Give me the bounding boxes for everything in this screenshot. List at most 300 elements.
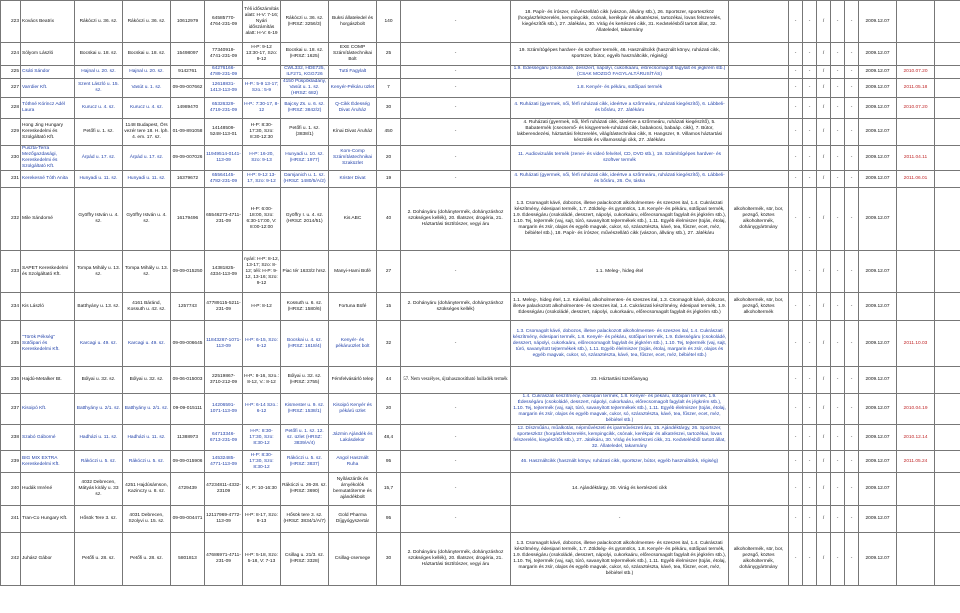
cell-excise-goods [729, 473, 789, 506]
cell-flag-1: - [789, 43, 803, 66]
cell-flag-2: - [803, 367, 817, 394]
cell-date-registered: 2009.12.07 [859, 506, 897, 533]
cell-addr1: Petőfi u. 1. sz. [75, 119, 123, 146]
cell-excise-goods [729, 171, 789, 188]
cell-shop-address: Kossuth u. 6. sz. (HRSZ: 1580/6) [281, 293, 329, 321]
cell-goods: 1.8. Kenyér- és pékáru, sütőipari termék [511, 79, 729, 98]
cell-flag-1: - [789, 146, 803, 171]
cell-num: 225 [1, 66, 21, 79]
cell-blank [935, 367, 960, 394]
cell-goods: 11. Audiovizuális termék (zenei- és videó felvétel, CD, DVD stb.), 19. Számítógépes hardver- és szoftver termék [511, 146, 729, 171]
cell-regno: 09-06-015003 [171, 367, 205, 394]
cell-shop-name: Buksi állateledel és horgászbolt [329, 1, 377, 43]
cell-flag-5: - [845, 367, 859, 394]
cell-addr2: Bólyai u. 32. sz. [123, 367, 171, 394]
cell-hours: H-P: 5-18, Szo: 5-18, V: 7-13 [243, 533, 281, 586]
cell-blank [935, 66, 960, 79]
cell-goods: 1.1. Meleg-, hideg étel, 1.2. Kávéital, alkoholmentes- és szeszes ital, 1.3. Csomagolt kávé, dobozos, illetve palackozott alkoholmentes- és szeszes ital, 1.4. Cukrászati készítmény, édesipari termék, 1.9. Édességáru (csokoládé, desszert, nápolyi, cukorkaáru, előrecsomagolt fagylalt és jégkrém stb.) [511, 293, 729, 321]
cell-flag-2: - [803, 171, 817, 188]
cell-flag-2: - [803, 321, 817, 367]
cell-blank [935, 473, 960, 506]
cell-name: Szabó Gáborné [21, 425, 75, 451]
cell-ancillary-goods: - [401, 43, 511, 66]
table-row [1, 506, 960, 533]
cell-num: 230 [1, 146, 21, 171]
cell-flag-5: - [845, 188, 859, 251]
cell-goods: - [511, 506, 729, 533]
cell-date-closed: 2011.05.24 [897, 451, 935, 473]
cell-excise-goods [729, 451, 789, 473]
cell-excise-goods: alkoholtermék, sör, bor, pezsgő, köztes alkoholtermék, dohánygyártmány [729, 533, 789, 586]
cell-blank [935, 79, 960, 98]
cell-flag-4: - [831, 473, 845, 506]
cell-name: Hong Jing Hungary Kereskedelmi és Szolgáltató Kft. [21, 119, 75, 146]
cell-date-closed [897, 367, 935, 394]
cell-date-closed: 2010.12.14 [897, 425, 935, 451]
cell-blank [935, 1, 960, 43]
cell-flag-5: - [845, 171, 859, 188]
cell-tax: 14206591-1071-113-09 [205, 394, 243, 425]
cell-tax: 22519867-3710-212-09 [205, 367, 243, 394]
cell-tax: 65546273-4711-231-09 [205, 188, 243, 251]
cell-flag-1: - [789, 119, 803, 146]
cell-ancillary-goods: - [401, 425, 511, 451]
cell-flag-4: - [831, 533, 845, 586]
cell-flag-4: - [831, 321, 845, 367]
cell-num: 237 [1, 394, 21, 425]
cell-date-closed [897, 293, 935, 321]
cell-hours: H-P: 8-17, Szo: 8-13 [243, 506, 281, 533]
cell-hours: H-P.: 7:30-17, 8-12 [243, 98, 281, 119]
cell-flag-2: - [803, 394, 817, 425]
cell-goods: 46. Használtcikk (használt könyv, ruházati cikk, sportszer, bútor, egyéb használtcikk, régiség) [511, 451, 729, 473]
cell-addr1: Hajnal u. 20. sz. [75, 66, 123, 79]
cell-hours: H-P.: 8-16, Szo.: 8-12, V.: 8-12 [243, 367, 281, 394]
cell-num: 231 [1, 171, 21, 188]
cell-flag-4: - [831, 171, 845, 188]
cell-shop-address: Rákóczi u. 36. sz. (HRSZ: 3256/3) [281, 1, 329, 43]
cell-name: SAPET Kereskedelmi és Szolgáltató Kft. [21, 251, 75, 293]
cell-excise-goods: alkoholtermék, sör, bor, pezsgő, köztes alkoholtermék, dohánygyártmány [729, 188, 789, 251]
cell-date-closed [897, 251, 935, 293]
cell-flag-3: / [817, 146, 831, 171]
cell-ancillary-goods: - [401, 506, 511, 533]
cell-hours: H-P: 6:00-18:00, Szo: 6:30-17:00, V: 8:00-12:00 [243, 188, 281, 251]
cell-tax: 77340919-4741-231-09 [205, 43, 243, 66]
table-row [1, 66, 960, 79]
cell-flag-2: - [803, 188, 817, 251]
cell-hours [243, 66, 281, 79]
cell-flag-1: - [789, 79, 803, 98]
cell-date-closed [897, 506, 935, 533]
cell-flag-2: - [803, 473, 817, 506]
cell-flag-3: / [817, 119, 831, 146]
cell-addr2: 4031 Debrecen, Szolyvi u. 15. sz. [123, 506, 171, 533]
cell-flag-5: - [845, 79, 859, 98]
cell-flag-5: - [845, 293, 859, 321]
cell-flag-3: / [817, 66, 831, 79]
cell-flag-5: - [845, 506, 859, 533]
cell-hours: H-P: 8:30-17:30, Szo: 8:30-12 [243, 451, 281, 473]
cell-date-closed [897, 43, 935, 66]
cell-flag-3: / [817, 473, 831, 506]
cell-flag-5: - [845, 1, 859, 43]
cell-regno: 4729439 [171, 473, 205, 506]
cell-addr2: Karcagi u. 49. sz. [123, 321, 171, 367]
cell-num: 235 [1, 321, 21, 367]
cell-shop-name: Angol Használt Ruha [329, 451, 377, 473]
cell-blank [935, 425, 960, 451]
cell-area: 40 [377, 188, 401, 251]
cell-date-registered: 2009.12.07 [859, 43, 897, 66]
cell-flag-5: - [845, 251, 859, 293]
cell-ancillary-goods: - [401, 321, 511, 367]
cell-shop-name: Q-Cikk Édesség Divat Áruház [329, 98, 377, 119]
cell-area: 140 [377, 1, 401, 43]
cell-shop-address: Bocskai u. 4. sz. (HRSZ: 1618/4) [281, 321, 329, 367]
cell-regno: 10612979 [171, 1, 205, 43]
table-row [1, 321, 960, 367]
cell-flag-5: - [845, 66, 859, 79]
cell-tax: 12618831-1413-113-09 [205, 79, 243, 98]
cell-flag-5: - [845, 451, 859, 473]
cell-date-closed: 2011.06.01 [897, 171, 935, 188]
cell-shop-name: Kisoipó Kenyér és pékárú üzlet [329, 394, 377, 425]
cell-flag-2: - [803, 146, 817, 171]
cell-regno: 09-09-007662 [171, 79, 205, 98]
cell-excise-goods: alkoholtermék, sör, bor, pezsgő, köztes alkoholtermék [729, 293, 789, 321]
cell-goods: 4. Ruházati (gyermek, női, férfi ruházati cikk, ideértve a szőrmeáru, ruházati kiegészítő), 5. Babatermék (csecsemő- és kisgyermek-ruházati cikk, babakocsi, babaáp. cikk), 7. Bútor, lakberendezési, háztartási felszerelés, világítástechnikai cikk, 8. Hangszer, 9. Villamos háztartási készülék és villamossági cikk, 27. Játékáru [511, 119, 729, 146]
cell-name: Varrdier Kft. [21, 79, 75, 98]
cell-addr2: Vasút u. 1. sz. [123, 79, 171, 98]
cell-addr2: Árpád u. 17. sz. [123, 146, 171, 171]
cell-date-registered: 2009.12.07 [859, 98, 897, 119]
cell-flag-4: - [831, 188, 845, 251]
cell-shop-address: Bólyai u. 32. sz. (HRSZ: 2755) [281, 367, 329, 394]
cell-tax: 14532485-4771-113-09 [205, 451, 243, 473]
cell-date-registered: 2009.12.07 [859, 119, 897, 146]
cell-flag-1: - [789, 506, 803, 533]
cell-hours: H-P: 6-14 Szo.: 6-12 [243, 394, 281, 425]
cell-flag-3: / [817, 506, 831, 533]
cell-addr2: 1148 Budapest, Örs vezér tere 18. H. lph. 4. em. 17. sz. [123, 119, 171, 146]
cell-date-registered: 2009.12.07 [859, 425, 897, 451]
cell-flag-5: - [845, 43, 859, 66]
cell-excise-goods [729, 79, 789, 98]
cell-shop-address: Petőfi u. 1. sz. 12. sz. üzlet (HRSZ: 3839/A/4) [281, 425, 329, 451]
cell-flag-3: / [817, 43, 831, 66]
cell-date-registered: 2009.12.07 [859, 66, 897, 79]
cell-flag-1: - [789, 533, 803, 586]
table-row [1, 251, 960, 293]
cell-flag-2: - [803, 293, 817, 321]
cell-addr1: Hősök Tere 3. sz. [75, 506, 123, 533]
cell-goods: 18. Papír- és írószer, művészellátó cikk (vászon, állvány stb.), 26. Sportszer, sporteszköz (horgászfelszerelés, kempingcikk, csónak, kerékpár és alkatrészei, tartozékai, lovas felszerelés, kiegészítők stb.), 27. Játékáru, 30. Virág és kertészeti cikk, 31. Kedvtelésből tartott állat, 32. Állateledel, takarmány [511, 1, 729, 43]
cell-flag-3: / [817, 79, 831, 98]
cell-flag-2: - [803, 451, 817, 473]
cell-area: 15 [377, 293, 401, 321]
cell-tax: 47686971-4711-231-09 [205, 533, 243, 586]
cell-flag-5: - [845, 146, 859, 171]
cell-hours: H-P.: 5-9 13-17; Szo.: 5-9 [243, 79, 281, 98]
cell-goods: 1.4. Cukrászati készítmény, édesipari termék, 1.8. Kenyér- és pékáru, sütőipari termék, 1.9. Édességáru (csokoládé, desszert, nápolyi, cukorkaáru, előrecsomagolt fagylalt és jégkrém stb.), 1.10. Tej, tejtermék (vaj, sajt, túró, savanyított tejtermékek stb.), 1.11. Egyéb élelmiszer (tojás, étolaj, margarin és zsír, olajos és egyéb magvak, cukor, só, száraztészta, kávé, tea, fűszer, ecet, méz, bébiétel stb.) [511, 394, 729, 425]
cell-area [377, 66, 401, 79]
cell-ancillary-goods: - [401, 66, 511, 79]
cell-name: Hajdú-Metalker Bt. [21, 367, 75, 394]
cell-flag-3: / [817, 98, 831, 119]
table-row [1, 171, 960, 188]
cell-ancillary-goods: 2. Dohányáru (dohánytermék, dohányzáshoz szükséges kellék), 20. Illatszer, drogéria, 21. Háztartási tisztítószer, vegyi áru [401, 533, 511, 586]
cell-shop-name: Kenyér-Pékáru üzlet [329, 79, 377, 98]
cell-shop-address: Kismester u. 9. sz. (HRSZ: 1538/1) [281, 394, 329, 425]
cell-shop-address: Piac tér 1633/2 hrsz. [281, 251, 329, 293]
cell-num: 234 [1, 293, 21, 321]
cell-tax: 11949514-0141-113-09 [205, 146, 243, 171]
cell-name: Kovács Beatrix [21, 1, 75, 43]
cell-date-closed: 2011.05.18 [897, 79, 935, 98]
cell-addr1: Gyöffry István u. 4. sz. [75, 188, 123, 251]
cell-flag-2: - [803, 79, 817, 98]
cell-addr2: Tompa Mihály u. 13. sz. [123, 251, 171, 293]
cell-num: 238 [1, 425, 21, 451]
cell-hours: H-P: 6-15, Szo: 6-12 [243, 321, 281, 367]
cell-goods: 1.9. Édességáru (csokoládé, desszert, nápolyi, cukorkaáru, előrecsomagolt fagylalt és jégkrém stb.) (CSAK MOZGÓ FAGYLALTÁRUSÍTÁS) [511, 66, 729, 79]
cell-hours: H-P: 8:30-17:30, Szo: 8:30-12:30 [243, 119, 281, 146]
cell-area: 20 [377, 394, 401, 425]
cell-num: 224 [1, 43, 21, 66]
cell-goods: 1.3. Csomagolt kávé, dobozos, illetve palackozott alkoholmentes- és szeszes ital, 1.4. Cukrászati készítmény, édesipari termék, 1.8. Kenyér- és pékáru, sütőipari termék, 1.9. Édességáru (csokoládé, desszert, nápolyi, cukorkaáru, előrecsomagolt fagylalt és jégkrém stb.), 1.10. Tej, tejtermék (vaj, sajt, túró, savanyított tejtermékek stb.), 1.11. Egyéb élelmiszer (tojás, étolaj, margarin és zsír, olajos és egyéb magvak, cukor, só, száraztészta, kávé, tea, fűszer, ecet, méz, bébiétel stb.) [511, 321, 729, 367]
cell-shop-name: Krister Divat [329, 171, 377, 188]
cell-addr2: Gyöffry István u. 4. sz. [123, 188, 171, 251]
cell-area: 19 [377, 171, 401, 188]
table-row [1, 79, 960, 98]
cell-tax: 14381825-4334-113-09 [205, 251, 243, 293]
cell-regno: 09-09-007026 [171, 146, 205, 171]
cell-blank [935, 293, 960, 321]
cell-shop-name: Fortuna Büfé [329, 293, 377, 321]
table-row [1, 98, 960, 119]
cell-addr2: 4161 Báránd, Kossuth u. 42. sz. [123, 293, 171, 321]
cell-flag-1: - [789, 293, 803, 321]
cell-ancillary-goods: - [401, 1, 511, 43]
cell-flag-3: / [817, 251, 831, 293]
cell-excise-goods [729, 1, 789, 43]
cell-regno: 09-09-015250 [171, 251, 205, 293]
cell-flag-2: - [803, 119, 817, 146]
cell-excise-goods [729, 425, 789, 451]
cell-date-registered: 2009.12.07 [859, 451, 897, 473]
cell-flag-3: / [817, 321, 831, 367]
cell-ancillary-goods: - [401, 251, 511, 293]
cell-flag-1: - [789, 425, 803, 451]
cell-name: Kis László [21, 293, 75, 321]
cell-shop-address: Bajcsy Zs. u. 6. sz. (HRSZ: 3842/2) [281, 98, 329, 119]
cell-flag-1: - [789, 473, 803, 506]
cell-addr1: Bocskai u. 18. sz. [75, 43, 123, 66]
cell-ancillary-goods: - [401, 119, 511, 146]
cell-area: 30 [377, 533, 401, 586]
cell-flag-3: / [817, 1, 831, 43]
cell-ancillary-goods: 2. Dohányáru (dohánytermék, dohányzáshoz szükséges kellék) [401, 293, 511, 321]
cell-ancillary-goods: - [401, 79, 511, 98]
cell-name: Juhász Gábor [21, 533, 75, 586]
cell-area: 95 [377, 451, 401, 473]
cell-date-closed: 2011.04.11 [897, 146, 935, 171]
cell-shop-address: Hunyadi u. 10. sz. (HRSZ: 1977) [281, 146, 329, 171]
cell-addr1: Szent László u. 15. sz. [75, 79, 123, 98]
cell-flag-5: - [845, 119, 859, 146]
cell-flag-3: / [817, 425, 831, 451]
cell-addr1: Batthyány u. 13. sz. [75, 293, 123, 321]
cell-area: 25 [377, 43, 401, 66]
cell-tax: 64276166-4789-231-09 [205, 66, 243, 79]
cell-addr2: Batthyány u. 2/1. sz. [123, 394, 171, 425]
cell-flag-5: - [845, 321, 859, 367]
table-row [1, 533, 960, 586]
cell-addr2: Kurucz u. 4. sz. [123, 98, 171, 119]
table-row [1, 473, 960, 506]
cell-addr1: Batthyány u. 2/1. sz. [75, 394, 123, 425]
cell-blank [935, 171, 960, 188]
cell-flag-1: - [789, 188, 803, 251]
cell-date-closed [897, 1, 935, 43]
cell-name: Tóthné Kórincz Adél Laura [21, 98, 75, 119]
cell-blank [935, 188, 960, 251]
cell-shop-name: Gold Pharma Díjgyógyszertár [329, 506, 377, 533]
table-row [1, 188, 960, 251]
cell-shop-address: Petőfi u. 1. sz. (3838/1) [281, 119, 329, 146]
cell-goods: 14. Ajándéktárgy, 30. Virág és kertészeti cikk [511, 473, 729, 506]
cell-flag-3: / [817, 188, 831, 251]
cell-regno: 01-09-891058 [171, 119, 205, 146]
cell-shop-name: Fémfelvásárló telep [329, 367, 377, 394]
cell-addr2: Petőfi u. 28. sz. [123, 533, 171, 586]
cell-num: 229 [1, 119, 21, 146]
cell-date-registered: 2009.12.07 [859, 293, 897, 321]
cell-date-registered: 2009.12.07 [859, 188, 897, 251]
cell-flag-3: / [817, 533, 831, 586]
cell-addr1: 4032 Debrecen, Mátyás király u. 33 sz. [75, 473, 123, 506]
cell-flag-2: - [803, 506, 817, 533]
cell-flag-1: - [789, 451, 803, 473]
cell-date-closed [897, 533, 935, 586]
cell-date-closed [897, 119, 935, 146]
cell-num: 227 [1, 79, 21, 98]
table-row [1, 1, 960, 43]
table-row [1, 119, 960, 146]
cell-addr1: Árpád u. 17. sz. [75, 146, 123, 171]
cell-area: 48,4 [377, 425, 401, 451]
cell-flag-4: - [831, 367, 845, 394]
cell-addr2: Rákóczi u. 5. sz. [123, 451, 171, 473]
cell-num: 228 [1, 98, 21, 119]
cell-date-registered: 2009.12.07 [859, 321, 897, 367]
cell-name: Kerekesné Tóth Anita [21, 171, 75, 188]
cell-flag-4: - [831, 146, 845, 171]
cell-addr1: Tompa Mihály u. 13. sz. [75, 251, 123, 293]
cell-flag-2: - [803, 1, 817, 43]
cell-shop-name: EXE COMP Számítástechnikai Bolt [329, 43, 377, 66]
cell-area: 95 [377, 506, 401, 533]
cell-regno: 09-09-015906 [171, 451, 205, 473]
cell-hours: H-P: 16-20, Szo: 9-13 [243, 146, 281, 171]
cell-ancillary-goods: - [401, 171, 511, 188]
cell-excise-goods [729, 43, 789, 66]
cell-name: Mile Sándorné [21, 188, 75, 251]
cell-num: 236 [1, 367, 21, 394]
cell-name: Puszta-Terra Mezőgazdasági, Kereskedelmi és Szolgáltató Kft. [21, 146, 75, 171]
cell-flag-2: - [803, 425, 817, 451]
cell-date-closed [897, 188, 935, 251]
cell-area: 27 [377, 251, 401, 293]
cell-excise-goods [729, 66, 789, 79]
cell-shop-address: Rákóczi u. 5. sz. (HRSZ: 3837) [281, 451, 329, 473]
cell-excise-goods [729, 146, 789, 171]
cell-date-registered: 2009.12.07 [859, 367, 897, 394]
cell-tax: 64585770-4764-231-09 [205, 1, 243, 43]
cell-area: 30 [377, 98, 401, 119]
cell-name: Sólyom László [21, 43, 75, 66]
cell-flag-1: - [789, 321, 803, 367]
cell-hours: H-P: 9-12 13-17, Szo: 9-12 [243, 171, 281, 188]
cell-shop-name: Tutti Fagylalt [329, 66, 377, 79]
cell-date-registered: 2009.12.07 [859, 79, 897, 98]
cell-shop-address: Csillag u. 21/3. sz. (HRSZ: 3328) [281, 533, 329, 586]
cell-shop-address: Damjanich u. 1. sz. (HRSZ: 1480/5/A/2) [281, 171, 329, 188]
cell-regno: 9142761 [171, 66, 205, 79]
cell-flag-4: - [831, 425, 845, 451]
cell-blank [935, 451, 960, 473]
cell-area: 44 [377, 367, 401, 394]
cell-blank [935, 251, 960, 293]
cell-flag-5: - [845, 533, 859, 586]
cell-regno: 14989470 [171, 98, 205, 119]
cell-ancillary-goods: - [401, 146, 511, 171]
cell-shop-name: Csillag-csemege [329, 533, 377, 586]
cell-excise-goods [729, 119, 789, 146]
cell-date-registered: 2009.12.07 [859, 171, 897, 188]
cell-num: 242 [1, 533, 21, 586]
cell-flag-5: - [845, 473, 859, 506]
cell-flag-1: - [789, 98, 803, 119]
cell-flag-2: - [803, 66, 817, 79]
cell-hours: Téli időszámítás alatt: H-V: 7-16; Nyári időszámítás alatt: H-V: 6-19 [243, 1, 281, 43]
cell-addr1: Bólyai u. 32. sz. [75, 367, 123, 394]
cell-excise-goods [729, 251, 789, 293]
cell-ancillary-goods: - [401, 473, 511, 506]
cell-addr1: Hadházi u. 11. sz. [75, 425, 123, 451]
cell-addr2: Hajnal u. 20. sz. [123, 66, 171, 79]
table-row [1, 394, 960, 425]
cell-flag-4: - [831, 98, 845, 119]
cell-addr2: Hadházi u. 11. sz. [123, 425, 171, 451]
cell-date-closed: 2010.07.20 [897, 98, 935, 119]
cell-flag-1: - [789, 171, 803, 188]
cell-flag-4: - [831, 66, 845, 79]
cell-flag-4: - [831, 451, 845, 473]
cell-date-registered: 2009.12.07 [859, 394, 897, 425]
cell-blank [935, 533, 960, 586]
table-row [1, 43, 960, 66]
cell-shop-address: Rákóczi u. 26-28. sz. (HRSZ: 3690) [281, 473, 329, 506]
cell-ancillary-goods: 57. Nem veszélyes, újrahasznosítható hulladék termék [401, 367, 511, 394]
cell-flag-1: - [789, 367, 803, 394]
cell-regno: 5801813 [171, 533, 205, 586]
cell-blank [935, 321, 960, 367]
cell-regno: 09-09-004471 [171, 506, 205, 533]
cell-blank [935, 119, 960, 146]
cell-blank [935, 506, 960, 533]
